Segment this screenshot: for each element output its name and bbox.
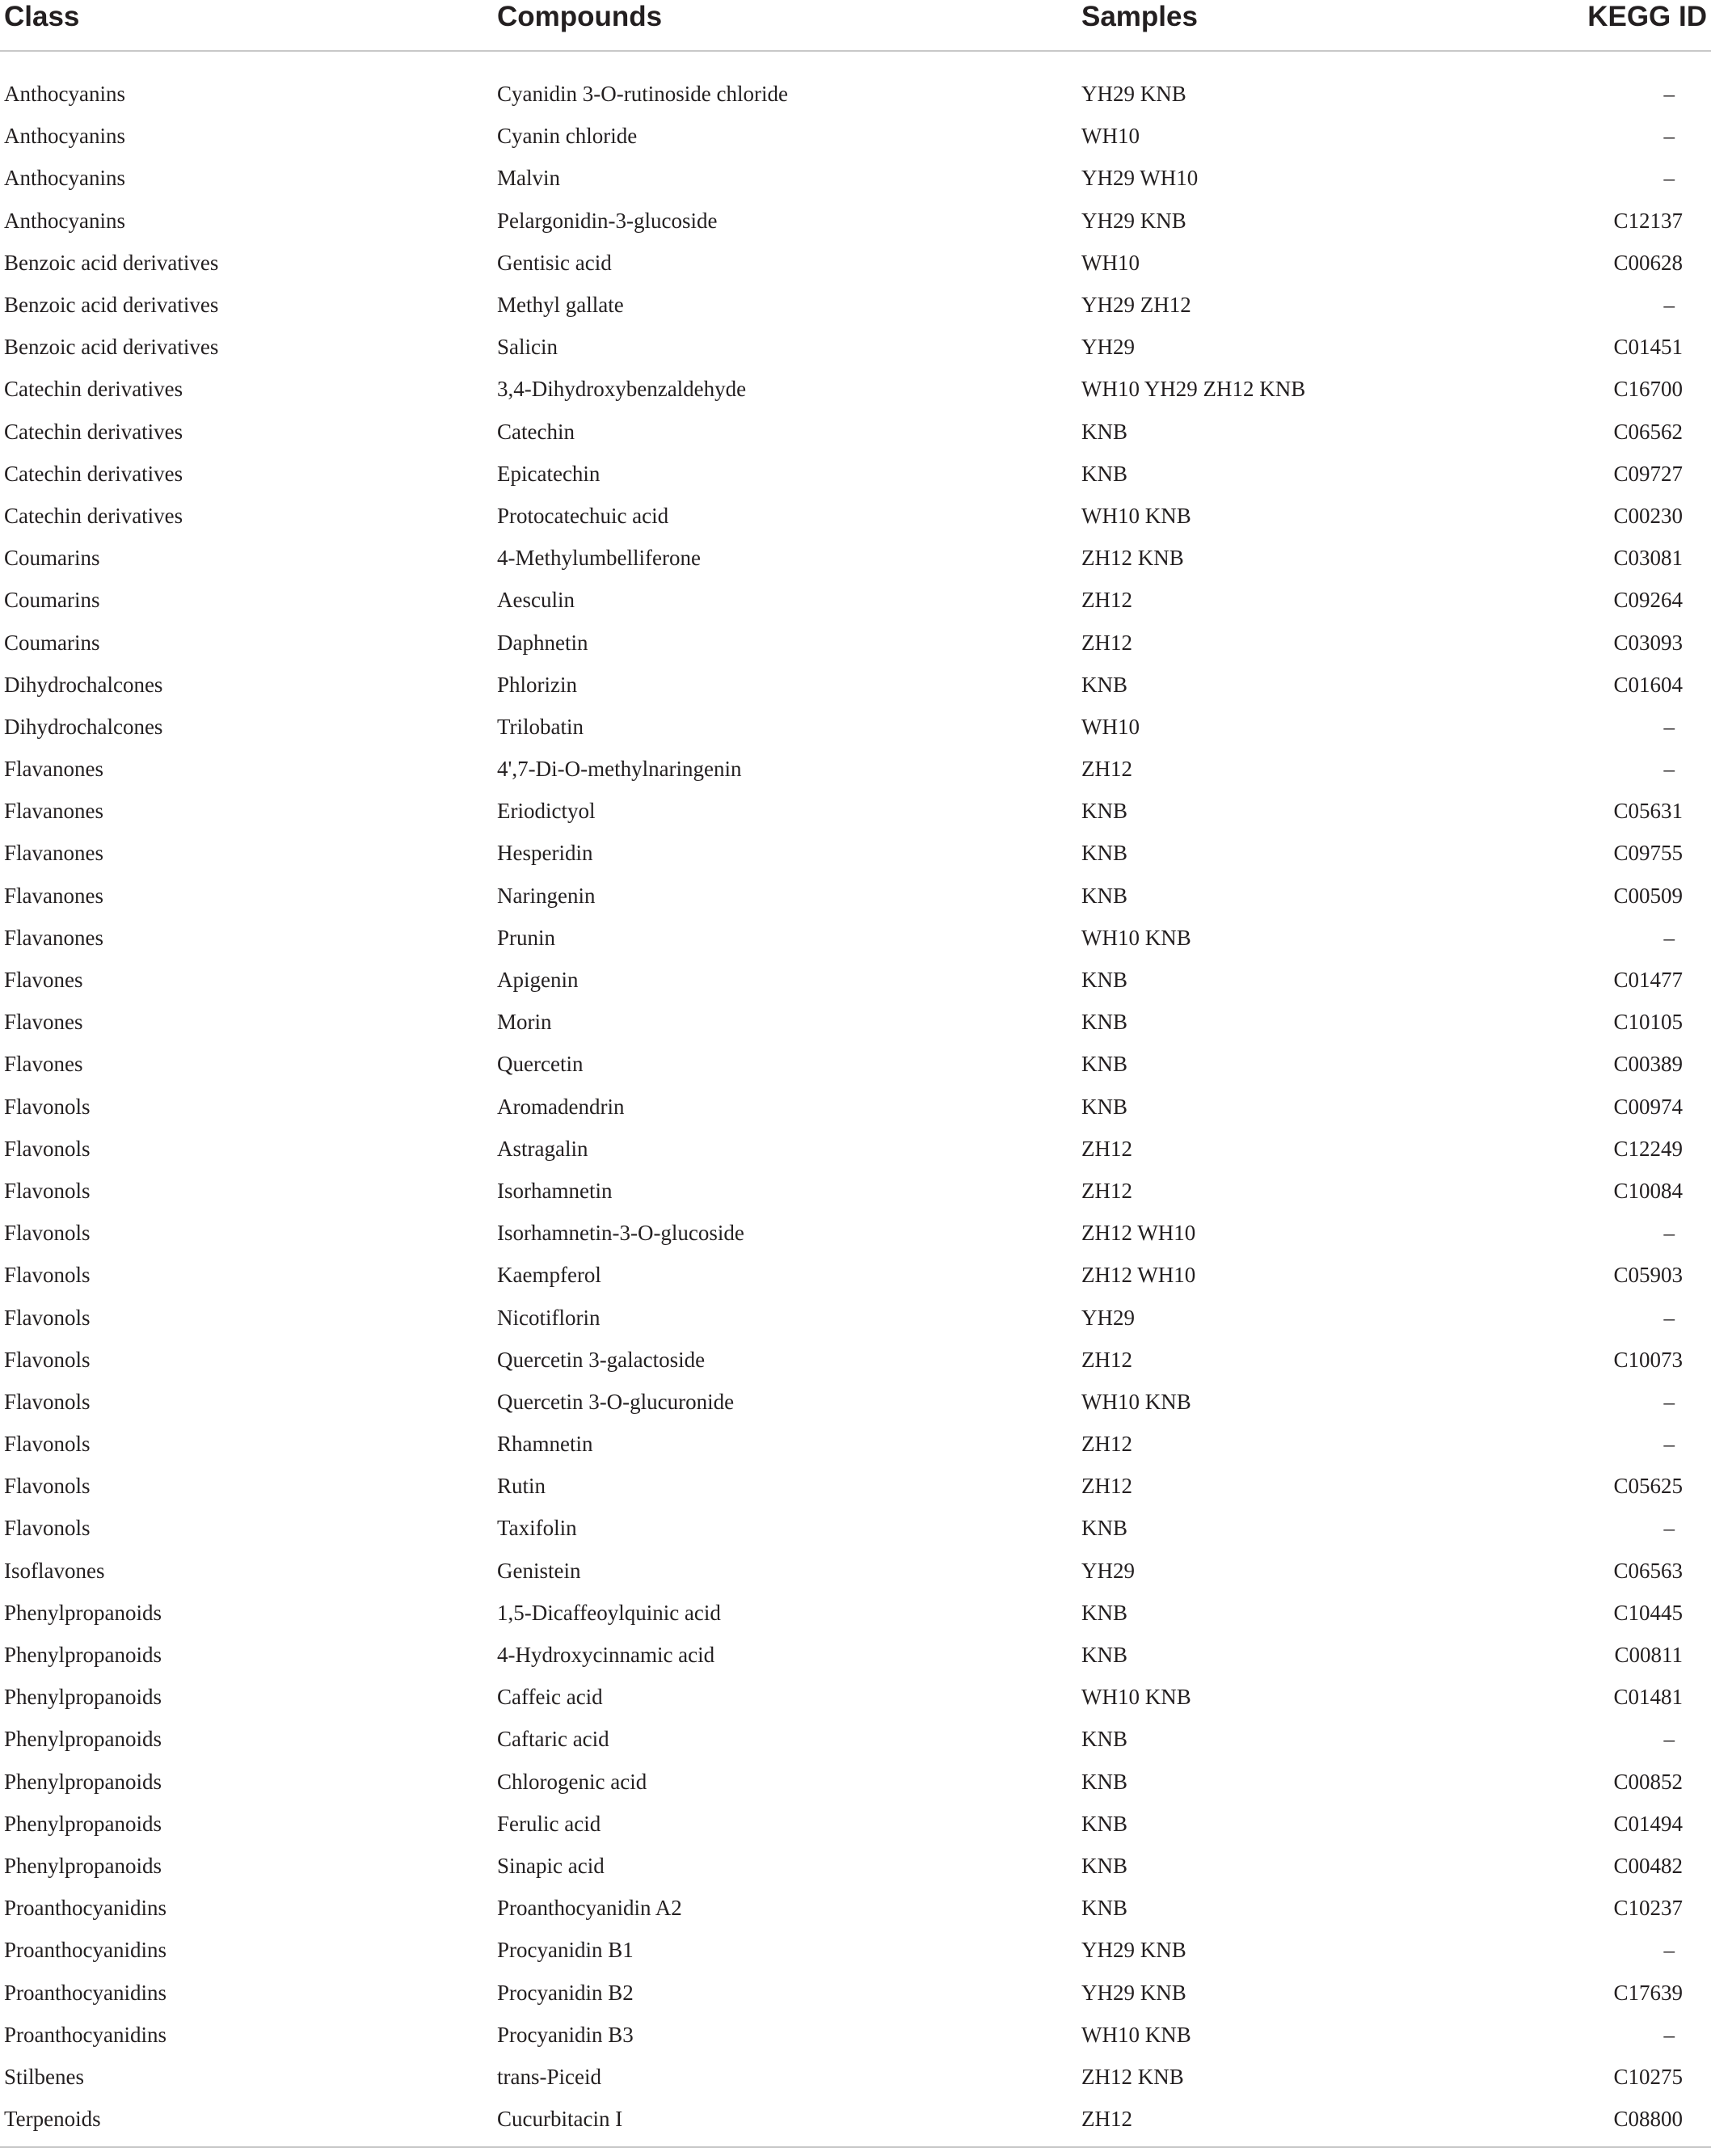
table-row — [0, 959, 1711, 1001]
table-row — [0, 1212, 1711, 1254]
samples-cell: ZH12 — [1081, 1347, 1132, 1372]
class-cell: Stilbenes — [4, 2064, 84, 2089]
kegg-id-cell: – — [1663, 166, 1675, 191]
compound-cell: Taxifolin — [497, 1516, 577, 1541]
samples-cell: KNB — [1081, 968, 1128, 993]
samples-cell: WH10 KNB — [1081, 925, 1191, 950]
compound-cell: Nicotiflorin — [497, 1305, 601, 1330]
class-cell: Catechin derivatives — [4, 461, 183, 486]
samples-cell: ZH12 KNB — [1081, 546, 1184, 571]
compound-cell: Caftaric acid — [497, 1727, 609, 1752]
class-cell: Flavonols — [4, 1263, 91, 1288]
table-row — [0, 115, 1711, 157]
table-row — [0, 1507, 1711, 1549]
kegg-id-cell: – — [1663, 1516, 1675, 1541]
samples-cell: KNB — [1081, 841, 1128, 866]
compound-cell: Prunin — [497, 925, 556, 950]
table-row — [0, 1929, 1711, 1971]
kegg-id-cell: C01481 — [1613, 1685, 1683, 1710]
kegg-id-cell: – — [1663, 124, 1675, 149]
table-row — [0, 1676, 1711, 1718]
samples-cell: WH10 KNB — [1081, 2022, 1191, 2047]
kegg-id-cell: C10445 — [1613, 1600, 1683, 1625]
samples-cell: ZH12 — [1081, 2107, 1132, 2132]
table-row — [0, 621, 1711, 663]
kegg-id-cell: C12137 — [1613, 208, 1683, 233]
compound-cell: Aromadendrin — [497, 1094, 625, 1119]
compound-cell: Cyanin chloride — [497, 124, 638, 149]
kegg-id-cell: C01477 — [1613, 968, 1683, 993]
compound-cell: Apigenin — [497, 968, 579, 993]
class-cell: Catechin derivatives — [4, 503, 183, 528]
table-row — [0, 1086, 1711, 1128]
table-row — [0, 411, 1711, 453]
compound-cell: Procyanidin B1 — [497, 1938, 634, 1963]
compound-cell: Eriodictyol — [497, 799, 596, 824]
class-cell: Benzoic acid derivatives — [4, 335, 219, 360]
compound-cell: Cucurbitacin I — [497, 2107, 623, 2132]
table-row — [0, 1128, 1711, 1170]
class-cell: Benzoic acid derivatives — [4, 250, 219, 275]
kegg-id-cell: C01451 — [1613, 335, 1683, 360]
header-compounds: Compounds — [497, 0, 1081, 51]
class-cell: Phenylpropanoids — [4, 1853, 162, 1878]
class-cell: Catechin derivatives — [4, 419, 183, 444]
table-row — [0, 1550, 1711, 1592]
samples-cell: ZH12 — [1081, 588, 1132, 613]
samples-cell: KNB — [1081, 1643, 1128, 1668]
table-row — [0, 200, 1711, 242]
table-row — [0, 1971, 1711, 2013]
table-row — [0, 1001, 1711, 1043]
compound-cell: Quercetin 3-galactoside — [497, 1347, 706, 1372]
kegg-id-cell: – — [1663, 1432, 1675, 1457]
kegg-id-cell: – — [1663, 2022, 1675, 2047]
compound-cell: Aesculin — [497, 588, 575, 613]
class-cell: Proanthocyanidins — [4, 1980, 166, 2005]
header-class: Class — [0, 0, 497, 51]
samples-cell: KNB — [1081, 1853, 1128, 1878]
class-cell: Flavonols — [4, 1136, 91, 1161]
class-cell: Coumarins — [4, 546, 100, 571]
samples-cell: KNB — [1081, 672, 1128, 697]
class-cell: Flavonols — [4, 1516, 91, 1541]
class-cell: Dihydrochalcones — [4, 714, 163, 739]
kegg-id-cell: – — [1663, 1389, 1675, 1414]
kegg-id-cell: C03081 — [1613, 546, 1683, 571]
samples-cell: YH29 ZH12 — [1081, 293, 1191, 318]
class-cell: Proanthocyanidins — [4, 1938, 166, 1963]
compound-cell: Rhamnetin — [497, 1432, 593, 1457]
table-row — [0, 875, 1711, 917]
kegg-id-cell: – — [1663, 714, 1675, 739]
compound-cell: Quercetin — [497, 1052, 584, 1077]
samples-cell: ZH12 — [1081, 1432, 1132, 1457]
kegg-id-cell: – — [1663, 1305, 1675, 1330]
samples-cell: KNB — [1081, 1727, 1128, 1752]
class-cell: Flavanones — [4, 841, 103, 866]
header-samples: Samples — [1081, 0, 1582, 51]
samples-cell: YH29 KNB — [1081, 1980, 1186, 2005]
samples-cell: KNB — [1081, 1052, 1128, 1077]
kegg-id-cell: C08800 — [1613, 2107, 1683, 2132]
compound-cell: Hesperidin — [497, 841, 593, 866]
samples-cell: ZH12 KNB — [1081, 2064, 1184, 2089]
samples-cell: ZH12 — [1081, 1136, 1132, 1161]
compound-cell: Phlorizin — [497, 672, 577, 697]
class-cell: Proanthocyanidins — [4, 1896, 166, 1921]
class-cell: Coumarins — [4, 588, 100, 613]
kegg-id-cell: – — [1663, 1727, 1675, 1752]
compound-cell: Isorhamnetin — [497, 1178, 613, 1203]
table-body — [0, 51, 1711, 2140]
samples-cell: ZH12 — [1081, 630, 1132, 655]
class-cell: Anthocyanins — [4, 124, 125, 149]
kegg-id-cell: C05903 — [1613, 1263, 1683, 1288]
compound-cell: Genistein — [497, 1558, 581, 1583]
kegg-id-cell: C00509 — [1613, 883, 1683, 908]
class-cell: Flavanones — [4, 925, 103, 950]
samples-cell: WH10 KNB — [1081, 503, 1191, 528]
class-cell: Flavones — [4, 1010, 83, 1035]
kegg-id-cell: C05625 — [1613, 1474, 1683, 1499]
table-row — [0, 368, 1711, 410]
kegg-id-cell: C01494 — [1613, 1811, 1683, 1836]
table-row — [0, 748, 1711, 790]
samples-cell: YH29 KNB — [1081, 208, 1186, 233]
kegg-id-cell: C00482 — [1613, 1853, 1683, 1878]
compound-cell: 4-Methylumbelliferone — [497, 546, 701, 571]
class-cell: Terpenoids — [4, 2107, 101, 2132]
table-row — [0, 917, 1711, 959]
kegg-id-cell: C00811 — [1614, 1643, 1683, 1668]
table-row — [0, 790, 1711, 832]
table-row — [0, 579, 1711, 621]
table-row — [0, 495, 1711, 537]
kegg-id-cell: C09727 — [1613, 461, 1683, 486]
kegg-id-cell: C09755 — [1613, 841, 1683, 866]
samples-cell: KNB — [1081, 461, 1128, 486]
compound-cell: Procyanidin B2 — [497, 1980, 634, 2005]
class-cell: Phenylpropanoids — [4, 1811, 162, 1836]
kegg-id-cell: – — [1663, 82, 1675, 107]
table-row — [0, 157, 1711, 199]
samples-cell: KNB — [1081, 1811, 1128, 1836]
samples-cell: WH10 KNB — [1081, 1389, 1191, 1414]
table-row — [0, 1296, 1711, 1338]
table-row — [0, 242, 1711, 284]
table-row — [0, 1803, 1711, 1845]
compound-cell: Naringenin — [497, 883, 596, 908]
compound-cell: Gentisic acid — [497, 250, 612, 275]
compound-cell: Morin — [497, 1010, 552, 1035]
class-cell: Flavonols — [4, 1221, 91, 1246]
compound-cell: Trilobatin — [497, 714, 584, 739]
samples-cell: YH29 — [1081, 1558, 1135, 1583]
kegg-id-cell: C09264 — [1613, 588, 1683, 613]
class-cell: Flavonols — [4, 1178, 91, 1203]
kegg-id-cell: – — [1663, 1221, 1675, 1246]
samples-cell: WH10 — [1081, 124, 1140, 149]
samples-cell: YH29 — [1081, 1305, 1135, 1330]
samples-cell: ZH12 — [1081, 1474, 1132, 1499]
kegg-id-cell: C01604 — [1613, 672, 1683, 697]
samples-cell: WH10 — [1081, 250, 1140, 275]
compound-cell: Chlorogenic acid — [497, 1769, 647, 1794]
class-cell: Coumarins — [4, 630, 100, 655]
header-kegg-id: KEGG ID — [1582, 0, 1711, 51]
table-row — [0, 1339, 1711, 1381]
kegg-id-cell: – — [1663, 925, 1675, 950]
kegg-id-cell: – — [1663, 1938, 1675, 1963]
kegg-id-cell: C00852 — [1613, 1769, 1683, 1794]
compound-cell: Kaempferol — [497, 1263, 601, 1288]
samples-cell: WH10 — [1081, 714, 1140, 739]
samples-cell: ZH12 WH10 — [1081, 1221, 1196, 1246]
table-row — [0, 284, 1711, 326]
samples-cell: KNB — [1081, 1516, 1128, 1541]
table-row — [0, 2098, 1711, 2140]
table-row — [0, 1381, 1711, 1423]
compound-cell: Proanthocyanidin A2 — [497, 1896, 682, 1921]
class-cell: Flavonols — [4, 1474, 91, 1499]
compound-cell: Sinapic acid — [497, 1853, 605, 1878]
compound-cell: Catechin — [497, 419, 575, 444]
class-cell: Flavonols — [4, 1305, 91, 1330]
samples-cell: ZH12 — [1081, 1178, 1132, 1203]
compound-cell: 3,4-Dihydroxybenzaldehyde — [497, 377, 747, 402]
samples-cell: YH29 KNB — [1081, 1938, 1186, 1963]
compound-cell: 1,5-Dicaffeoylquinic acid — [497, 1600, 721, 1625]
kegg-id-cell: C10105 — [1613, 1010, 1683, 1035]
compound-cell: Methyl gallate — [497, 293, 624, 318]
samples-cell: KNB — [1081, 1010, 1128, 1035]
class-cell: Flavonols — [4, 1347, 91, 1372]
compound-cell: 4',7-Di-O-methylnaringenin — [497, 757, 742, 782]
kegg-id-cell: C10073 — [1613, 1347, 1683, 1372]
samples-cell: KNB — [1081, 1094, 1128, 1119]
compound-cell: 4-Hydroxycinnamic acid — [497, 1643, 715, 1668]
kegg-id-cell: – — [1663, 293, 1675, 318]
kegg-id-cell: C00389 — [1613, 1052, 1683, 1077]
compound-cell: Rutin — [497, 1474, 546, 1499]
samples-cell: WH10 KNB — [1081, 1685, 1191, 1710]
kegg-id-cell: C00628 — [1613, 250, 1683, 275]
table-row — [0, 1887, 1711, 1929]
table-row — [0, 1423, 1711, 1465]
class-cell: Flavones — [4, 968, 83, 993]
class-cell: Anthocyanins — [4, 166, 125, 191]
class-cell: Isoflavones — [4, 1558, 105, 1583]
class-cell: Flavonols — [4, 1094, 91, 1119]
class-cell: Phenylpropanoids — [4, 1685, 162, 1710]
samples-cell: ZH12 WH10 — [1081, 1263, 1196, 1288]
table-row — [0, 706, 1711, 748]
table-row — [0, 1170, 1711, 1212]
table-header — [0, 0, 1711, 51]
samples-cell: KNB — [1081, 1769, 1128, 1794]
class-cell: Catechin derivatives — [4, 377, 183, 402]
samples-cell: YH29 — [1081, 335, 1135, 360]
samples-cell: ZH12 — [1081, 757, 1132, 782]
kegg-id-cell: C06562 — [1613, 419, 1683, 444]
compound-cell: Epicatechin — [497, 461, 601, 486]
table-row — [0, 1043, 1711, 1085]
header-row — [0, 0, 1711, 51]
kegg-id-cell: C00230 — [1613, 503, 1683, 528]
table-row — [0, 1718, 1711, 1760]
class-cell: Proanthocyanidins — [4, 2022, 166, 2047]
compound-cell: Astragalin — [497, 1136, 588, 1161]
class-cell: Dihydrochalcones — [4, 672, 163, 697]
class-cell: Phenylpropanoids — [4, 1769, 162, 1794]
samples-cell: KNB — [1081, 419, 1128, 444]
table-row — [0, 1845, 1711, 1887]
compound-cell: Malvin — [497, 166, 560, 191]
compound-cell: Daphnetin — [497, 630, 588, 655]
table-row — [0, 1634, 1711, 1676]
class-cell: Flavanones — [4, 799, 103, 824]
table-row — [0, 51, 1711, 115]
kegg-id-cell: C10275 — [1613, 2064, 1683, 2089]
class-cell: Flavanones — [4, 757, 103, 782]
table-row — [0, 1254, 1711, 1296]
compound-cell: Quercetin 3-O-glucuronide — [497, 1389, 735, 1414]
table-row — [0, 1761, 1711, 1803]
compound-cell: Caffeic acid — [497, 1685, 603, 1710]
samples-cell: KNB — [1081, 883, 1128, 908]
compound-cell: Procyanidin B3 — [497, 2022, 634, 2047]
kegg-id-cell: C10084 — [1613, 1178, 1683, 1203]
compound-cell: trans-Piceid — [497, 2064, 601, 2089]
compound-cell: Isorhamnetin-3-O-glucoside — [497, 1221, 744, 1246]
samples-cell: KNB — [1081, 1896, 1128, 1921]
table-row — [0, 537, 1711, 579]
compound-cell: Pelargonidin-3-glucoside — [497, 208, 718, 233]
samples-cell: YH29 KNB — [1081, 82, 1186, 107]
kegg-id-cell: – — [1663, 757, 1675, 782]
samples-cell: KNB — [1081, 1600, 1128, 1625]
class-cell: Flavonols — [4, 1389, 91, 1414]
bottom-rule — [0, 2146, 1711, 2148]
class-cell: Flavanones — [4, 883, 103, 908]
samples-cell: KNB — [1081, 799, 1128, 824]
kegg-id-cell: C00974 — [1613, 1094, 1683, 1119]
table-row — [0, 2014, 1711, 2056]
class-cell: Benzoic acid derivatives — [4, 293, 219, 318]
kegg-id-cell: C03093 — [1613, 630, 1683, 655]
class-cell: Flavones — [4, 1052, 83, 1077]
samples-cell: WH10 YH29 ZH12 KNB — [1081, 377, 1306, 402]
table-row — [0, 1465, 1711, 1507]
table-row — [0, 1592, 1711, 1634]
class-cell: Phenylpropanoids — [4, 1600, 162, 1625]
kegg-id-cell: C12249 — [1613, 1136, 1683, 1161]
table-row — [0, 664, 1711, 706]
table-row — [0, 326, 1711, 368]
class-cell: Flavonols — [4, 1432, 91, 1457]
compound-cell: Salicin — [497, 335, 558, 360]
class-cell: Phenylpropanoids — [4, 1727, 162, 1752]
class-cell: Phenylpropanoids — [4, 1643, 162, 1668]
table-row — [0, 2056, 1711, 2098]
kegg-id-cell: C16700 — [1613, 377, 1683, 402]
class-cell: Anthocyanins — [4, 208, 125, 233]
table-row — [0, 832, 1711, 874]
samples-cell: YH29 WH10 — [1081, 166, 1199, 191]
compound-cell: Cyanidin 3-O-rutinoside chloride — [497, 82, 788, 107]
kegg-id-cell: C17639 — [1613, 1980, 1683, 2005]
compound-cell: Protocatechuic acid — [497, 503, 669, 528]
class-cell: Anthocyanins — [4, 82, 125, 107]
compound-cell: Ferulic acid — [497, 1811, 601, 1836]
kegg-id-cell: C06563 — [1613, 1558, 1683, 1583]
table-row — [0, 453, 1711, 495]
kegg-id-cell: C05631 — [1613, 799, 1683, 824]
kegg-id-cell: C10237 — [1613, 1896, 1683, 1921]
